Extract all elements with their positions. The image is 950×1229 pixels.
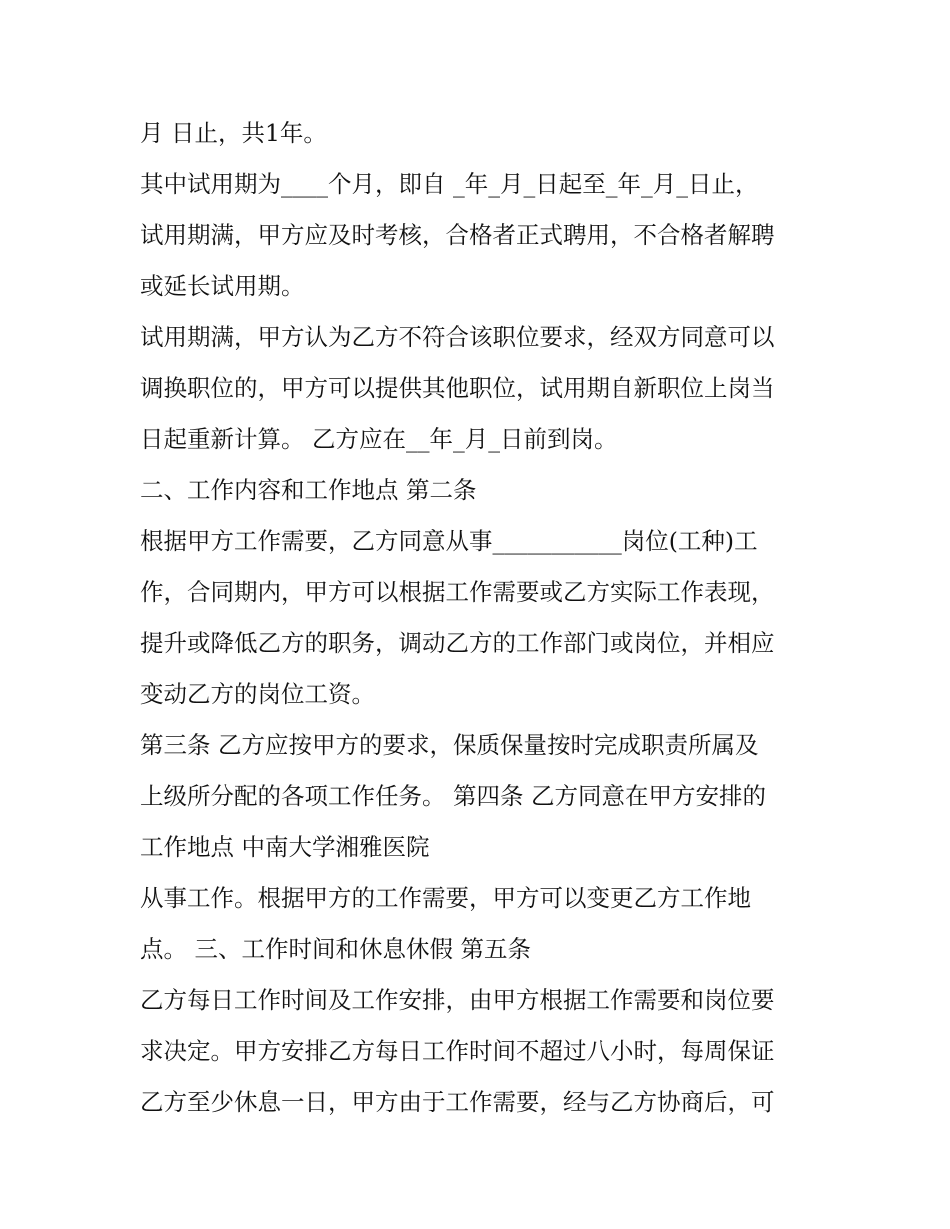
- contract-body-text: [140, 108, 830, 1128]
- text-line-7: 日起重新计算。 乙方应在__年_月_日前到岗。: [140, 425, 618, 453]
- text-line-1: 月 日止，共1年。: [140, 119, 327, 147]
- text-line-4: 或延长试用期。: [140, 272, 305, 300]
- text-line-11: 提升或降低乙方的职务，调动乙方的工作部门或岗位，并相应: [140, 629, 775, 657]
- text-line-19: 求决定。甲方安排乙方每日工作时间不超过八小时，每周保证: [140, 1037, 775, 1065]
- text-line-5: 试用期满，甲方认为乙方不符合该职位要求，经双方同意可以: [140, 323, 775, 351]
- text-line-14: 上级所分配的各项工作任务。 第四条 乙方同意在甲方安排的: [140, 782, 766, 810]
- section-heading-work-time: 点。 三、工作时间和休息休假 第五条: [140, 935, 531, 963]
- text-line-9: 根据甲方工作需要，乙方同意从事___________岗位(工种)工: [140, 527, 758, 555]
- text-line-12: 变动乙方的岗位工资。: [140, 680, 375, 708]
- text-line-13: 第三条 乙方应按甲方的要求，保质保量按时完成职责所属及: [140, 731, 759, 759]
- text-line-18: 乙方每日工作时间及工作安排，由甲方根据工作需要和岗位要: [140, 986, 775, 1014]
- text-line-16: 从事工作。根据甲方的工作需要，甲方可以变更乙方工作地: [140, 884, 751, 912]
- text-line-10: 作，合同期内，甲方可以根据工作需要或乙方实际工作表现，: [140, 578, 775, 606]
- text-line-20: 乙方至少休息一日，甲方由于工作需要，经与乙方协商后，可: [140, 1088, 775, 1116]
- text-line-2: 其中试用期为____个月，即自 _年_月_日起至_年_月_日止，: [140, 170, 759, 198]
- text-line-6: 调换职位的，甲方可以提供其他职位，试用期自新职位上岗当: [140, 374, 775, 402]
- section-heading-work-content: 二、工作内容和工作地点 第二条: [140, 476, 477, 504]
- text-line-15: 工作地点 中南大学湘雅医院: [140, 833, 430, 861]
- text-line-3: 试用期满，甲方应及时考核，合格者正式聘用，不合格者解聘: [140, 221, 775, 249]
